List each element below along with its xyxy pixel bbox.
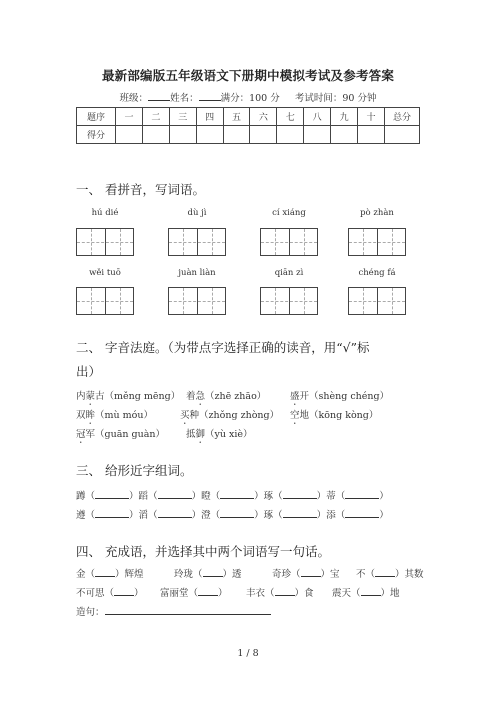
pinyin-label: chéng fá	[358, 268, 396, 278]
name-blank	[199, 91, 221, 101]
score-cell: 七	[277, 108, 304, 126]
writing-grid[interactable]	[168, 287, 226, 315]
word-part: （mù móu）	[95, 410, 154, 421]
pronunciation-item[interactable]	[290, 388, 389, 408]
word-part: 开（shèng chéng）	[299, 391, 390, 402]
score-input-cell[interactable]	[142, 126, 169, 144]
similar-chars-row: 蹲（ ）蹈（ ）瞪（ ）琢（ ）蒂（ ）	[76, 491, 389, 502]
char: 琢	[263, 510, 274, 521]
word-part: ）透	[222, 569, 242, 580]
score-table	[76, 107, 420, 144]
answer-blank[interactable]	[95, 509, 129, 518]
answer-blank[interactable]	[301, 568, 321, 577]
word-part: ）食	[294, 588, 314, 599]
section2-heading-cont: 出）	[76, 364, 102, 379]
name-label: 姓名：	[170, 93, 199, 104]
char: 滔	[138, 510, 149, 521]
writing-grid[interactable]	[76, 228, 134, 256]
score-cell: 八	[304, 108, 331, 126]
page-number: 1 / 8	[237, 648, 259, 659]
char: 蹈	[138, 491, 149, 502]
writing-grid[interactable]	[260, 228, 318, 256]
word-part: 富丽堂（	[160, 588, 199, 599]
section3-heading: 三、 给形近字组词。	[76, 463, 193, 478]
dotted-char: 眸	[85, 410, 96, 421]
word-part: 双	[76, 410, 86, 421]
section1-heading: 一、 看拼音，写词语。	[76, 182, 205, 197]
answer-blank[interactable]	[158, 490, 192, 499]
pronunciation-item[interactable]	[76, 426, 165, 446]
section4-heading: 四、 充成语，并选择其中两个词语写一句话。	[76, 544, 330, 559]
score-input-cell[interactable]	[169, 126, 196, 144]
pronunciation-item[interactable]	[76, 407, 153, 427]
idiom-item[interactable]	[332, 585, 400, 599]
answer-blank[interactable]	[361, 587, 381, 596]
word-part: 不（	[356, 569, 376, 580]
word-part: 金（	[76, 569, 96, 580]
answer-blank[interactable]	[345, 490, 379, 499]
dotted-char: 冠	[76, 429, 86, 440]
answer-blank[interactable]	[203, 568, 223, 577]
dotted-char: 空	[290, 410, 300, 421]
section2-heading: 二、 字音法庭。（为带点字选择正确的读音，用“√”标	[76, 340, 370, 355]
pinyin-label: juàn liàn	[178, 268, 216, 278]
char: 添	[326, 510, 336, 521]
pronunciation-item[interactable]	[186, 426, 253, 446]
sentence-line	[76, 604, 271, 618]
word-part: 抵	[186, 429, 196, 440]
word-part: 奇珍（	[272, 569, 301, 580]
pinyin-label: wěi tuō	[89, 268, 121, 278]
dotted-char: 盛	[290, 391, 300, 402]
writing-grid[interactable]	[168, 228, 226, 256]
full-score: 满分：100 分	[220, 93, 280, 104]
exam-info	[0, 90, 496, 104]
idiom-item[interactable]	[174, 566, 242, 580]
score-cell: 一	[116, 108, 143, 126]
score-cell: 总分	[385, 108, 420, 126]
idiom-item[interactable]	[76, 585, 144, 599]
similar-chars-row: 遵（ ）滔（ ）澄（ ）琢（ ）添（ ）	[76, 510, 389, 521]
answer-blank[interactable]	[220, 490, 254, 499]
answer-blank[interactable]	[283, 509, 317, 518]
score-cell: 题序	[77, 108, 116, 126]
score-input-cell[interactable]	[385, 126, 420, 144]
dotted-char: 买	[180, 410, 190, 421]
word-part: ）	[134, 588, 144, 599]
pronunciation-item[interactable]	[186, 388, 266, 408]
idiom-item[interactable]	[246, 585, 314, 599]
score-input-cell[interactable]	[250, 126, 277, 144]
word-part: ）其数	[395, 569, 424, 580]
pronunciation-item[interactable]	[76, 388, 180, 408]
char: 蒂	[326, 491, 336, 502]
word-part: 震天（	[332, 588, 361, 599]
page-title: 最新部编版五年级语文下册期中模拟考试及参考答案	[101, 68, 395, 83]
class-blank	[148, 91, 170, 101]
dotted-char: 蒙	[85, 391, 96, 402]
word-part: 丰衣（	[246, 588, 275, 599]
word-part: ）辉煌	[115, 569, 144, 580]
word-part: 地（kōng kòng）	[299, 410, 379, 421]
answer-blank[interactable]	[198, 587, 218, 596]
answer-blank[interactable]	[95, 490, 129, 499]
word-part: （yù xiè）	[205, 429, 253, 440]
answer-blank[interactable]	[283, 490, 317, 499]
score-cell: 十	[358, 108, 385, 126]
pinyin-label: hú dié	[91, 208, 119, 218]
idiom-item[interactable]	[272, 566, 340, 580]
word-part: ）宝	[320, 569, 340, 580]
score-input-cell[interactable]	[196, 126, 223, 144]
word-part: 玲珑（	[174, 569, 203, 580]
pinyin-label: cí xiáng	[272, 208, 306, 218]
score-cell: 五	[223, 108, 250, 126]
pinyin-label: dù jì	[187, 208, 207, 218]
idiom-item[interactable]	[76, 566, 144, 580]
score-cell: 九	[331, 108, 358, 126]
writing-grid[interactable]	[348, 228, 406, 256]
score-cell: 四	[196, 108, 223, 126]
pronunciation-item[interactable]	[290, 407, 378, 427]
word-part: 种（zhǒng zhòng）	[189, 410, 280, 421]
writing-grid[interactable]	[260, 287, 318, 315]
answer-blank[interactable]	[114, 587, 134, 596]
idiom-item[interactable]	[160, 585, 228, 599]
score-cell: 三	[169, 108, 196, 126]
pinyin-label: qiān zì	[274, 268, 304, 278]
score-header-row	[77, 108, 420, 126]
score-input-cell[interactable]	[277, 126, 304, 144]
score-cell: 二	[142, 108, 169, 126]
char: 澄	[201, 510, 211, 521]
class-label: 班级：	[119, 93, 149, 104]
score-label-cell: 得分	[77, 126, 116, 144]
writing-grid[interactable]	[76, 287, 134, 315]
idiom-item[interactable]	[356, 566, 424, 580]
score-value-row	[77, 126, 420, 144]
answer-blank[interactable]	[275, 587, 295, 596]
char: 瞪	[201, 491, 211, 502]
char: 遵	[76, 510, 86, 521]
char: 蹲	[76, 491, 86, 502]
word-part: 内	[76, 391, 86, 402]
score-input-cell[interactable]	[116, 126, 143, 144]
score-cell: 六	[250, 108, 277, 126]
pinyin-label: pò zhàn	[360, 208, 394, 218]
dotted-char: 御	[195, 429, 206, 440]
answer-blank[interactable]	[375, 568, 395, 577]
pronunciation-item[interactable]	[180, 407, 279, 427]
score-input-cell[interactable]	[331, 126, 358, 144]
score-input-cell[interactable]	[358, 126, 385, 144]
word-part: 不可思（	[76, 588, 115, 599]
word-part: ）	[218, 588, 228, 599]
dotted-char: 急	[195, 391, 206, 402]
sentence-label: 造句：	[76, 607, 105, 618]
char: 琢	[263, 491, 274, 502]
word-part: 着	[186, 391, 196, 402]
answer-blank[interactable]	[158, 509, 192, 518]
answer-blank[interactable]	[220, 509, 254, 518]
answer-blank[interactable]	[95, 568, 115, 577]
word-part: 古（měng mēng）	[95, 391, 181, 402]
answer-blank[interactable]	[345, 509, 379, 518]
writing-grid[interactable]	[348, 287, 406, 315]
exam-time: 考试时间：90 分钟	[294, 93, 377, 104]
score-input-cell[interactable]	[304, 126, 331, 144]
word-part: 军（guān guàn）	[85, 429, 165, 440]
word-part: ）地	[380, 588, 400, 599]
score-input-cell[interactable]	[223, 126, 250, 144]
sentence-blank[interactable]	[105, 606, 271, 615]
word-part: （zhē zhāo）	[205, 391, 267, 402]
